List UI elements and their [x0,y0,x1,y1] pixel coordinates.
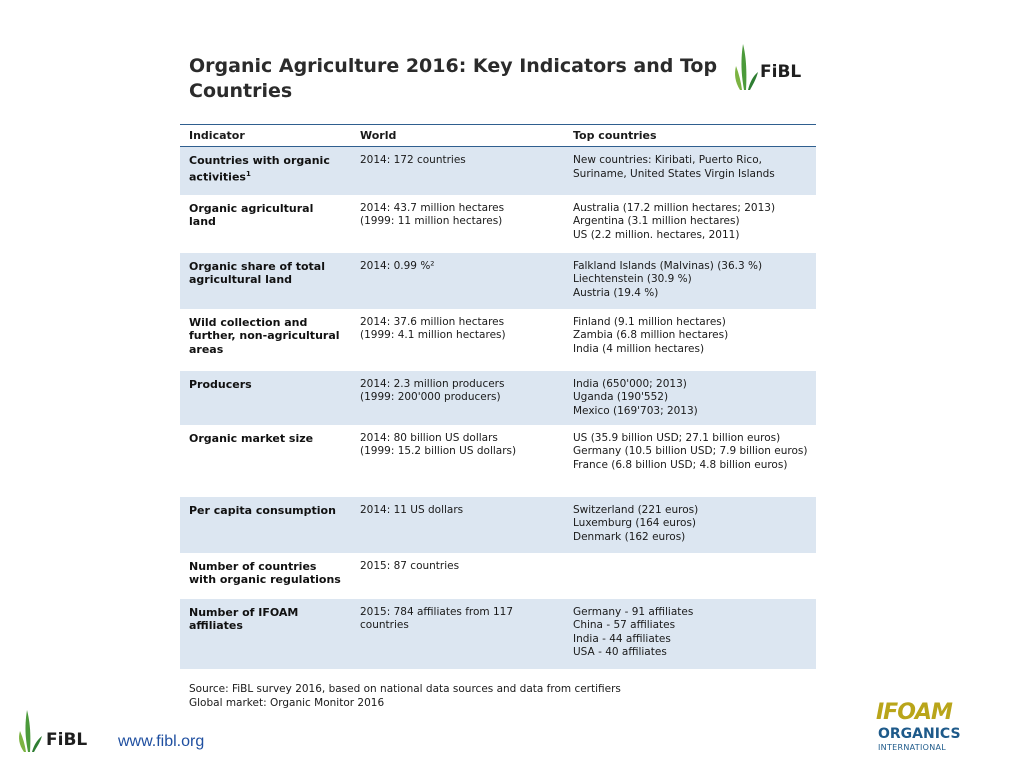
indicator-cell [180,425,351,497]
top-country-entry: India - 44 affiliates [573,632,671,645]
world-value: (1999: 11 million hectares) [360,215,503,227]
top-countries-cell [564,553,816,599]
top-countries-cell [564,425,816,497]
top-countries-cell [564,371,816,425]
world-cell [351,599,564,669]
top-country-entry: Germany (10.5 billion USD; 7.9 billion euros) [573,445,808,457]
footer-fibl-logo [14,708,214,754]
header-indicator: Indicator [180,125,351,147]
ifoam-logo [872,700,968,756]
indicator-cell [180,253,351,309]
world-value: 2014: 37.6 million hectares [360,315,505,328]
world-value: 2014: 11 US dollars [360,503,464,516]
world-cell [351,309,564,371]
ifoam-international: INTERNATIONAL [878,743,947,752]
world-value: (1999: 200'000 producers) [360,391,501,403]
world-cell [351,425,564,497]
fibl-logo [730,40,810,92]
table-row [180,147,816,195]
indicator-label: Organic market size [189,431,314,445]
world-cell [351,147,564,195]
top-country-entry: US (35.9 billion USD; 27.1 billion euros) [573,431,781,444]
table-row [180,553,816,599]
top-countries-cell [564,309,816,371]
world-value: (1999: 4.1 million hectares) [360,329,506,341]
top-country-entry: India (650'000; 2013) [573,377,687,390]
top-countries-cell [564,497,816,553]
top-country-entry: France (6.8 billion USD; 4.8 billion euros) [573,458,788,471]
world-value: 2014: 172 countries [360,154,466,166]
top-country-entry: China - 57 affiliates [573,619,676,631]
table-header-row [180,125,816,147]
top-country-entry: Uganda (190'552) [573,391,669,403]
indicator-cell [180,195,351,253]
indicator-cell [180,309,351,371]
world-value: 2015: 87 countries [360,559,460,572]
footer-fibl-wordmark: FiBL [46,730,88,750]
top-country-entry: Falkland Islands (Malvinas) (36.3 %) [573,259,763,272]
indicator-label: Number of IFOAM affiliates [189,605,299,632]
indicator-cell [180,147,351,195]
table-row [180,497,816,553]
footer-fibl-leaf-icon [14,708,48,754]
ifoam-organics: ORGANICS [878,726,961,742]
indicator-cell [180,599,351,669]
table-row [180,371,816,425]
footnote-marker: 1 [245,169,251,178]
indicator-cell [180,553,351,599]
indicator-label: Producers [189,377,252,391]
world-cell [351,253,564,309]
top-country-entry: Australia (17.2 million hectares; 2013) [573,201,776,214]
fibl-wordmark: FiBL [760,62,802,82]
indicator-label: Wild collection and further, non-agricultural areas [189,315,340,356]
top-countries-cell [564,147,816,195]
header-world: World [351,125,564,147]
top-country-entry: Zambia (6.8 million hectares) [573,329,729,341]
world-value: (1999: 15.2 billion US dollars) [360,445,517,457]
world-value: 2015: 784 affiliates from 117 countries [360,605,514,631]
world-value: 2014: 43.7 million hectares [360,201,505,214]
table-row [180,599,816,669]
market-source-line: Global market: Organic Monitor 2016 [189,697,385,709]
top-country-entry: Austria (19.4 %) [573,286,659,299]
world-cell [351,497,564,553]
source-line: Source: FiBL survey 2016, based on national data sources and data from certifiers [189,683,621,695]
top-country-entry: Germany - 91 affiliates [573,605,694,618]
source-note [189,682,621,710]
indicator-cell [180,497,351,553]
top-countries-cell [564,195,816,253]
header-top-countries: Top countries [564,125,816,147]
top-country-entry: Luxemburg (164 euros) [573,517,697,529]
indicator-label: Per capita consumption [189,503,336,517]
indicators-table [180,124,816,669]
top-countries-cell [564,599,816,669]
world-cell [351,553,564,599]
indicator-cell [180,371,351,425]
world-value: 2014: 2.3 million producers [360,377,505,390]
top-country-entry: Argentina (3.1 million hectares) [573,215,740,227]
table-row [180,425,816,497]
top-country-entry: USA - 40 affiliates [573,646,667,658]
top-country-entry: Liechtenstein (30.9 %) [573,273,692,285]
website-link[interactable]: www.fibl.org [118,733,205,750]
indicator-label: Organic agricultural land [189,201,314,228]
top-country-entry: Mexico (169'703; 2013) [573,404,698,417]
top-countries-cell [564,253,816,309]
indicator-label: Number of countries with organic regulations [189,559,341,586]
table-row [180,253,816,309]
top-country-entry: Finland (9.1 million hectares) [573,315,726,328]
indicator-label: Organic share of total agricultural land [189,259,325,286]
world-cell [351,371,564,425]
world-value: 2014: 0.99 %² [360,259,435,272]
top-country-entry: US (2.2 million. hectares, 2011) [573,228,740,241]
table-body [180,147,816,669]
table-row [180,309,816,371]
fibl-leaf-icon [730,40,764,92]
world-cell [351,195,564,253]
top-country-entry: Denmark (162 euros) [573,530,686,543]
table-row [180,195,816,253]
ifoam-wordmark: IFOAM [876,700,952,725]
page-title: Organic Agriculture 2016: Key Indicators and Top Countries [189,55,718,102]
indicator-label: Countries with organic activities [189,154,330,184]
top-country-entry: New countries: Kiribati, Puerto Rico, Suriname, United States Virgin Islands [573,154,775,180]
world-value: 2014: 80 billion US dollars [360,431,498,444]
top-country-entry: Switzerland (221 euros) [573,503,699,516]
top-country-entry: India (4 million hectares) [573,342,705,355]
